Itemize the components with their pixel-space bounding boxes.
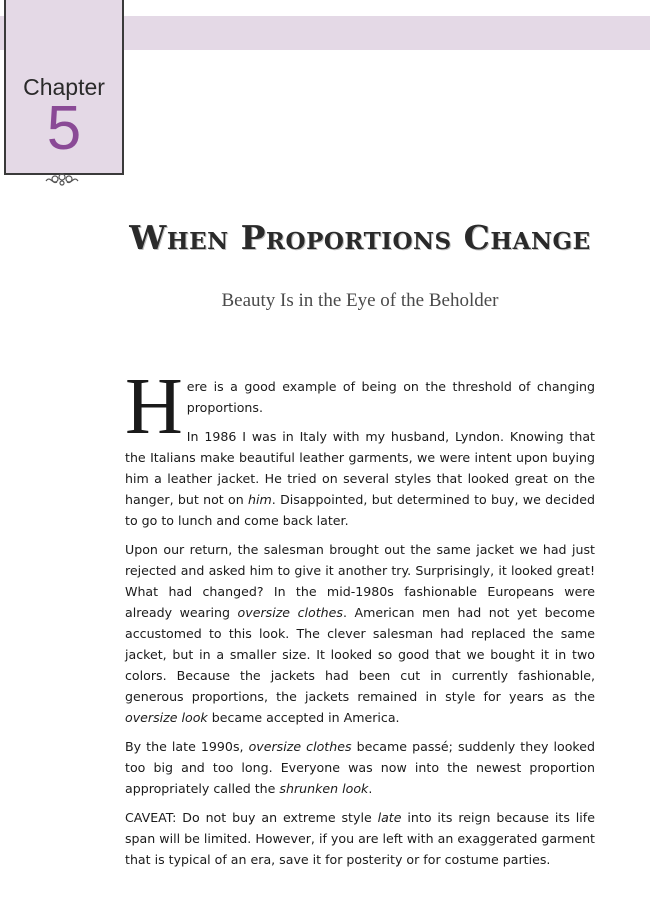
paragraph-text: Upon our return, the salesman brought out the same jacket we had just rejected and asked him to give it another try. Surprisingly, it looked great! What had changed? In the mid-1980s fashionable Europeans were already wearing [125, 542, 595, 620]
chapter-tab [4, 0, 124, 175]
chapter-number: 5 [46, 94, 82, 163]
paragraph-text: . Disappointed, but determined to buy, we decided to go to lunch and come back later. [125, 492, 596, 528]
paragraph-1-text: ere is a good example of being on the threshold of changing proportions. [186, 379, 595, 415]
flourish-ornament-icon [44, 171, 80, 189]
chapter-subtitle: Beauty Is in the Eye of the Beholder [221, 290, 499, 311]
emphasis: oversize look [125, 710, 208, 725]
emphasis: him [248, 492, 272, 507]
paragraph-2 [125, 426, 595, 531]
paragraph-text: . [368, 781, 373, 796]
paragraph-text: By the late 1990s, [125, 739, 249, 754]
paragraph-text: into its reign because its life span will be limited. However, if you are left with an exaggerated garment that is typical of an era, save it for posterity or for costume parties. [125, 810, 595, 867]
drop-cap: H [125, 363, 183, 451]
paragraph-5 [125, 807, 595, 870]
emphasis: shrunken look [279, 781, 369, 796]
paragraph-text: In 1986 I was in Italy with my husband, Lyndon. Knowing that the Italians make beautiful leather garments, we were intent upon buying him a leather jacket. He tried on several styles that looked great on the hanger, but not on [125, 429, 595, 507]
paragraph-1 [125, 363, 595, 451]
paragraph-text: CAVEAT: Do not buy an extreme style [125, 810, 378, 825]
paragraph-text: became passé; suddenly they looked too big and too long. Everyone was now into the newest proportion appropriately called the [125, 739, 595, 796]
paragraph-3 [125, 539, 595, 728]
chapter-label: Chapter [23, 74, 105, 100]
paragraph-text: . American men had not yet become accustomed to this look. The clever salesman had replaced the same jacket, but in a smaller size. It looked so good that we bought it in two colors. Because the jackets had been cut in currently fashionable, generous proportions, the jackets remained in style for years as the [125, 605, 595, 704]
emphasis: oversize clothes [248, 739, 352, 754]
paragraph-text: became accepted in America. [207, 710, 400, 725]
emphasis: oversize clothes [237, 605, 343, 620]
emphasis: late [377, 810, 402, 825]
paragraph-4 [125, 736, 595, 799]
body-text [125, 363, 596, 878]
chapter-title: When Proportions Change [129, 218, 591, 257]
